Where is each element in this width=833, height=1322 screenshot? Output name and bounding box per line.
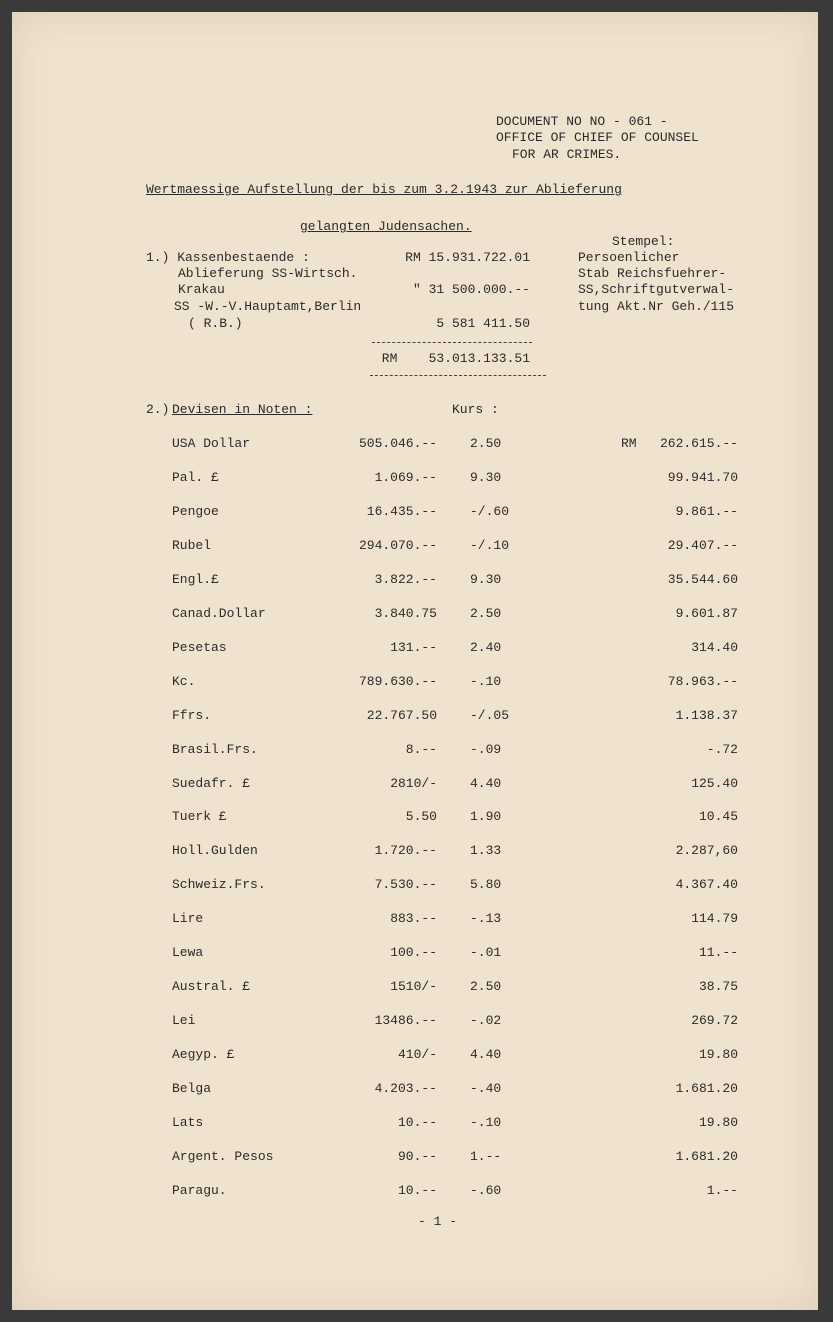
currency-amount: 883.-- [390, 911, 437, 926]
currency-rate: -.13 [470, 911, 502, 926]
currency-amount: 3.840.75 [374, 606, 437, 621]
currency-rate: 4.40 [470, 776, 502, 791]
currency-value: 314.40 [691, 640, 738, 655]
currency-rate: 1.90 [470, 809, 502, 824]
currency-name: Pengoe [172, 504, 219, 519]
currency-name: Kc. [172, 674, 196, 689]
currency-amount: 294.070.-- [358, 538, 437, 553]
section1-total: RM 53.013.133.51 [381, 351, 530, 366]
currency-rate: 2.50 [470, 436, 502, 451]
currency-name: Engl.£ [172, 572, 219, 587]
currency-rate: -.10 [470, 1115, 502, 1130]
office-line: OFFICE OF CHIEF OF COUNSEL [496, 130, 699, 145]
currency-name: Tuerk £ [172, 809, 227, 824]
sum-rule [372, 342, 532, 343]
stamp-line: SS,Schriftgutverwal- [578, 282, 735, 297]
currency-value: 19.80 [698, 1115, 738, 1130]
currency-name: Rubel [172, 538, 212, 553]
currency-rate: -/.05 [470, 708, 510, 723]
currency-amount: 16.435.-- [366, 504, 437, 519]
page-number: - 1 - [418, 1214, 458, 1229]
section1-desc: Krakau [178, 282, 225, 297]
currency-value: 1.681.20 [675, 1149, 738, 1164]
office-line-2: FOR AR CRIMES. [512, 147, 622, 162]
stamp-line: Persoenlicher [578, 250, 680, 265]
currency-rate: 9.30 [470, 470, 502, 485]
currency-value: 4.367.40 [675, 877, 738, 892]
currency-value: RM 262.615.-- [620, 436, 738, 451]
currency-name: Canad.Dollar [172, 606, 266, 621]
currency-rate: -.09 [470, 742, 502, 757]
currency-amount: 5.50 [405, 809, 437, 824]
currency-rate: 2.50 [470, 606, 502, 621]
currency-value: 29.407.-- [667, 538, 738, 553]
currency-value: 19.80 [698, 1047, 738, 1062]
currency-rate: -/.60 [470, 504, 510, 519]
currency-rate: 9.30 [470, 572, 502, 587]
currency-amount: 2810/- [390, 776, 437, 791]
currency-rate: 1.-- [470, 1149, 502, 1164]
currency-amount: 7.530.-- [374, 877, 437, 892]
section1-desc: SS -W.-V.Hauptamt,Berlin [174, 299, 362, 314]
currency-amount: 131.-- [390, 640, 437, 655]
currency-amount: 100.-- [390, 945, 437, 960]
document-subtitle: gelangten Judensachen. [300, 219, 472, 234]
currency-rate: 1.33 [470, 843, 502, 858]
currency-value: -.72 [706, 742, 738, 757]
currency-amount: 1.069.-- [374, 470, 437, 485]
currency-name: Brasil.Frs. [172, 742, 258, 757]
currency-name: Lire [172, 911, 204, 926]
currency-amount: 3.822.-- [374, 572, 437, 587]
currency-name: Pal. £ [172, 470, 219, 485]
kurs-header: Kurs : [452, 402, 499, 417]
section1-amount: " 31 500.000.-- [412, 282, 530, 297]
currency-value: 9.601.87 [675, 606, 738, 621]
document-number: DOCUMENT NO NO - 061 - [496, 114, 668, 129]
currency-name: Paragu. [172, 1183, 227, 1198]
stamp-label: Stempel: [612, 234, 675, 249]
document-title: Wertmaessige Aufstellung der bis zum 3.2.1943 zur Ablieferung [146, 182, 622, 197]
currency-amount: 10.-- [397, 1115, 437, 1130]
currency-name: USA Dollar [172, 436, 251, 451]
currency-name: Argent. Pesos [172, 1149, 274, 1164]
currency-rate: -/.10 [470, 538, 510, 553]
currency-value: 1.138.37 [675, 708, 738, 723]
currency-amount: 90.-- [397, 1149, 437, 1164]
currency-amount: 1.720.-- [374, 843, 437, 858]
currency-amount: 505.046.-- [358, 436, 437, 451]
currency-name: Pesetas [172, 640, 227, 655]
currency-rate: 2.40 [470, 640, 502, 655]
section1-desc: Ablieferung SS-Wirtsch. [178, 266, 358, 281]
currency-amount: 13486.-- [374, 1013, 437, 1028]
currency-value: 35.544.60 [667, 572, 738, 587]
currency-value: 38.75 [698, 979, 738, 994]
currency-name: Lei [172, 1013, 196, 1028]
section2-label: Devisen in Noten : [172, 402, 313, 417]
currency-value: 10.45 [698, 809, 738, 824]
currency-amount: 1510/- [390, 979, 437, 994]
currency-rate: 4.40 [470, 1047, 502, 1062]
currency-name: Austral. £ [172, 979, 251, 994]
currency-value: 1.681.20 [675, 1081, 738, 1096]
currency-rate: 2.50 [470, 979, 502, 994]
currency-amount: 4.203.-- [374, 1081, 437, 1096]
section1-label: 1.) Kassenbestaende : [146, 250, 310, 265]
currency-value: 125.40 [691, 776, 738, 791]
currency-name: Suedafr. £ [172, 776, 251, 791]
currency-amount: 789.630.-- [358, 674, 437, 689]
currency-name: Lats [172, 1115, 204, 1130]
currency-name: Holl.Gulden [172, 843, 258, 858]
currency-name: Lewa [172, 945, 204, 960]
currency-value: 99.941.70 [667, 470, 738, 485]
section2-number: 2.) [146, 402, 170, 417]
currency-rate: -.10 [470, 674, 502, 689]
section1-desc: ( R.B.) [188, 316, 243, 331]
currency-name: Schweiz.Frs. [172, 877, 266, 892]
currency-name: Aegyp. £ [172, 1047, 235, 1062]
currency-value: 9.861.-- [675, 504, 738, 519]
currency-name: Belga [172, 1081, 212, 1096]
currency-amount: 22.767.50 [366, 708, 437, 723]
currency-value: 2.287,60 [675, 843, 738, 858]
stamp-line: tung Akt.Nr Geh./115 [578, 299, 735, 314]
currency-amount: 8.-- [405, 742, 437, 757]
currency-rate: -.02 [470, 1013, 502, 1028]
section1-amount: 5 581 411.50 [436, 316, 530, 331]
currency-value: 78.963.-- [667, 674, 738, 689]
currency-name: Ffrs. [172, 708, 212, 723]
currency-value: 269.72 [691, 1013, 738, 1028]
currency-value: 1.-- [706, 1183, 738, 1198]
section1-amount: RM 15.931.722.01 [405, 250, 530, 265]
currency-rate: 5.80 [470, 877, 502, 892]
total-rule [370, 375, 546, 376]
currency-rate: -.60 [470, 1183, 502, 1198]
currency-rate: -.01 [470, 945, 502, 960]
currency-value: 114.79 [691, 911, 738, 926]
currency-value: 11.-- [698, 945, 738, 960]
stamp-line: Stab Reichsfuehrer- [578, 266, 727, 281]
currency-rate: -.40 [470, 1081, 502, 1096]
document-page [12, 12, 818, 1310]
currency-amount: 410/- [397, 1047, 437, 1062]
currency-amount: 10.-- [397, 1183, 437, 1198]
